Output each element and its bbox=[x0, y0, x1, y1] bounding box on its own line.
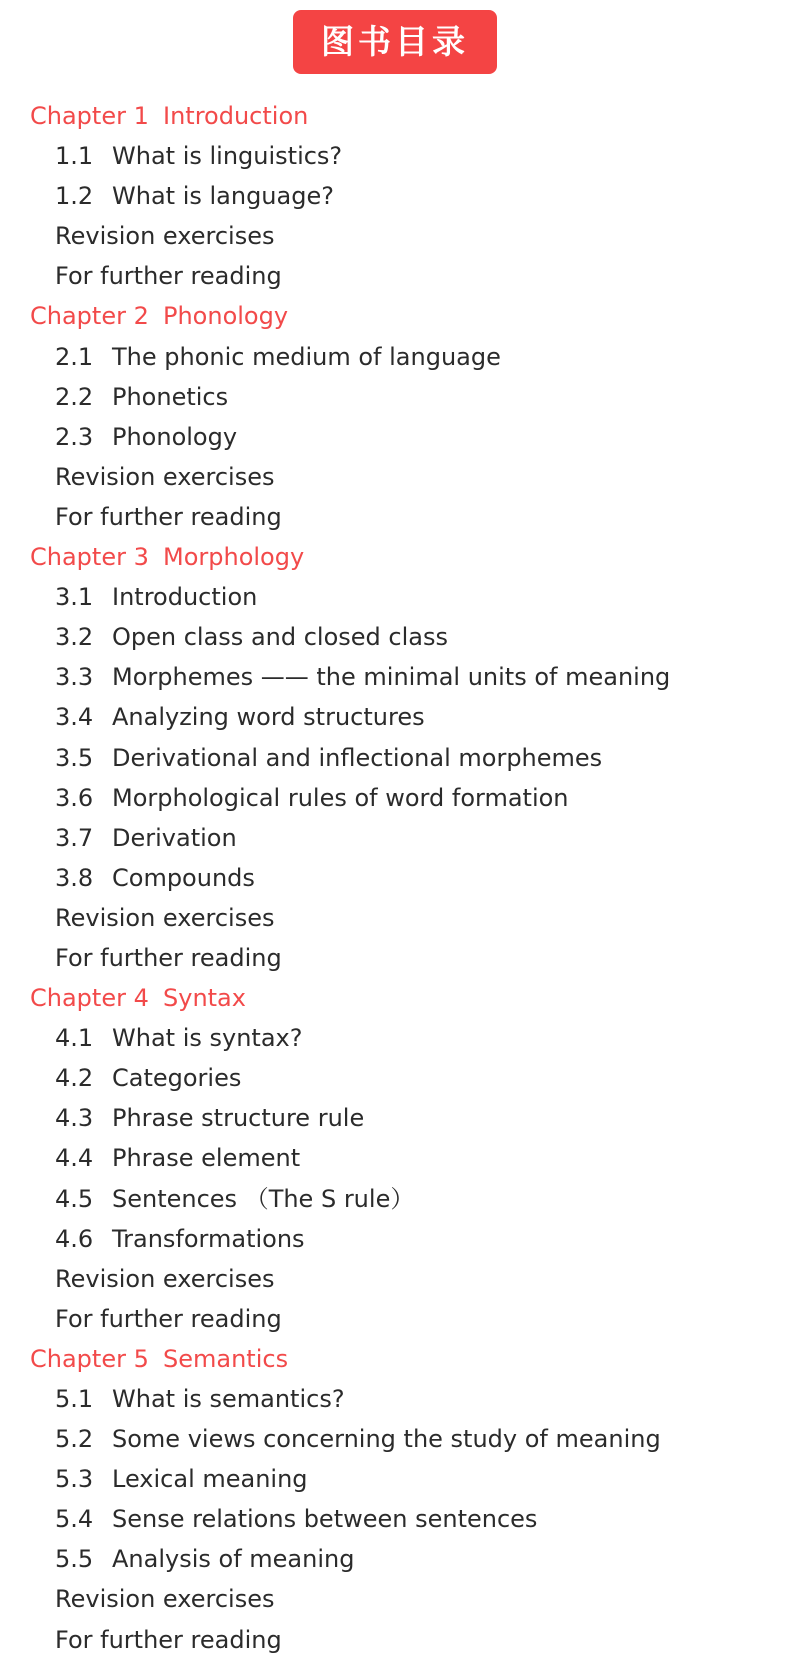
revision-exercises-item[interactable]: Revision exercises bbox=[55, 222, 275, 251]
section-number: 5.4 bbox=[55, 1505, 94, 1534]
section-number: 5.5 bbox=[55, 1545, 94, 1574]
header bbox=[0, 10, 790, 74]
chapter-number: Chapter 4 bbox=[30, 984, 149, 1013]
section-title: Open class and closed class bbox=[112, 623, 448, 652]
chapter-number: Chapter 5 bbox=[30, 1344, 149, 1373]
chapter-number: Chapter 1 bbox=[30, 102, 149, 130]
section-number: 1.1 bbox=[55, 142, 94, 171]
section-item[interactable] bbox=[0, 1179, 790, 1219]
section-title: Phonetics bbox=[112, 382, 229, 411]
section-title: Derivational and inflectional morphemes bbox=[112, 743, 603, 772]
section-title: Phrase element bbox=[112, 1144, 301, 1173]
toc-title-badge: 图书目录 bbox=[293, 10, 497, 74]
section-number: 4.3 bbox=[55, 1104, 94, 1133]
section-number: 5.3 bbox=[55, 1465, 94, 1494]
section-number: 2.2 bbox=[55, 382, 94, 411]
section-title: What is linguistics? bbox=[112, 142, 343, 171]
section-item[interactable] bbox=[0, 136, 790, 176]
section-item[interactable] bbox=[0, 1018, 790, 1058]
section-item[interactable] bbox=[0, 1058, 790, 1098]
further-reading-item[interactable]: For further reading bbox=[55, 1625, 282, 1654]
section-title: Analyzing word structures bbox=[112, 703, 425, 732]
section-item[interactable] bbox=[0, 697, 790, 737]
further-reading-item[interactable]: For further reading bbox=[55, 502, 282, 531]
section-item[interactable] bbox=[0, 1459, 790, 1499]
section-title: Lexical meaning bbox=[112, 1465, 308, 1494]
section-number: 5.1 bbox=[55, 1385, 94, 1413]
revision-exercises-item[interactable]: Revision exercises bbox=[55, 903, 275, 932]
chapter-title: Syntax bbox=[163, 984, 246, 1013]
section-number: 4.6 bbox=[55, 1224, 94, 1253]
section-title: Introduction bbox=[112, 583, 258, 612]
section-item[interactable] bbox=[0, 738, 790, 778]
section-item[interactable] bbox=[0, 1219, 790, 1259]
section-title: Some views concerning the study of meaning bbox=[112, 1425, 661, 1454]
table-of-contents bbox=[0, 96, 790, 1660]
section-item[interactable] bbox=[0, 657, 790, 697]
section-item[interactable] bbox=[0, 1098, 790, 1138]
section-number: 3.7 bbox=[55, 823, 94, 852]
section-number: 4.5 bbox=[55, 1184, 94, 1213]
section-number: 3.4 bbox=[55, 703, 94, 732]
chapter-title: Semantics bbox=[163, 1344, 289, 1373]
section-number: 4.4 bbox=[55, 1144, 94, 1173]
section-item[interactable] bbox=[0, 1499, 790, 1539]
further-reading-item[interactable]: For further reading bbox=[55, 943, 282, 972]
section-item[interactable] bbox=[0, 417, 790, 457]
section-item[interactable] bbox=[0, 1379, 790, 1419]
further-reading-item[interactable]: For further reading bbox=[55, 262, 282, 291]
chapter-heading[interactable] bbox=[0, 296, 790, 336]
section-title: Transformations bbox=[112, 1224, 305, 1253]
chapter-heading[interactable] bbox=[0, 537, 790, 577]
chapter-number: Chapter 2 bbox=[30, 302, 149, 331]
section-number: 4.2 bbox=[55, 1064, 94, 1093]
chapter-title: Phonology bbox=[163, 302, 289, 331]
section-number: 3.5 bbox=[55, 743, 94, 772]
section-number: 3.3 bbox=[55, 663, 94, 692]
revision-exercises-item[interactable]: Revision exercises bbox=[55, 1585, 275, 1614]
section-number: 3.2 bbox=[55, 623, 94, 652]
section-title: Sense relations between sentences bbox=[112, 1505, 538, 1534]
section-item[interactable] bbox=[0, 1138, 790, 1178]
section-title: What is semantics? bbox=[112, 1385, 345, 1413]
section-title: Phonology bbox=[112, 422, 238, 451]
section-item[interactable] bbox=[0, 577, 790, 617]
chapter-title: Morphology bbox=[163, 543, 305, 572]
section-title: Derivation bbox=[112, 823, 237, 852]
further-reading-item[interactable]: For further reading bbox=[55, 1304, 282, 1333]
section-item[interactable] bbox=[0, 337, 790, 377]
section-item[interactable] bbox=[0, 617, 790, 657]
section-number: 3.1 bbox=[55, 583, 94, 612]
chapter-number: Chapter 3 bbox=[30, 543, 149, 572]
section-title: Analysis of meaning bbox=[112, 1545, 355, 1574]
section-number: 4.1 bbox=[55, 1024, 94, 1053]
section-number: 3.6 bbox=[55, 783, 94, 812]
section-item[interactable] bbox=[0, 818, 790, 858]
revision-exercises-item[interactable]: Revision exercises bbox=[55, 462, 275, 491]
section-title: What is language? bbox=[112, 182, 334, 211]
section-item[interactable] bbox=[0, 1539, 790, 1579]
section-item[interactable] bbox=[0, 176, 790, 216]
section-number: 5.2 bbox=[55, 1425, 94, 1454]
section-title: Compounds bbox=[112, 863, 255, 892]
revision-exercises-item[interactable]: Revision exercises bbox=[55, 1264, 275, 1293]
section-title: The phonic medium of language bbox=[112, 342, 501, 371]
section-number: 2.1 bbox=[55, 342, 94, 371]
chapter-heading[interactable] bbox=[0, 978, 790, 1018]
section-item[interactable] bbox=[0, 858, 790, 898]
chapter-heading[interactable] bbox=[0, 1339, 790, 1379]
section-item[interactable] bbox=[0, 377, 790, 417]
section-title: Phrase structure rule bbox=[112, 1104, 365, 1133]
section-title: Morphemes —— the minimal units of meaning bbox=[112, 663, 671, 692]
section-title: Morphological rules of word formation bbox=[112, 783, 569, 812]
section-title: Categories bbox=[112, 1064, 242, 1093]
section-title: What is syntax? bbox=[112, 1024, 303, 1053]
section-number: 2.3 bbox=[55, 422, 94, 451]
section-item[interactable] bbox=[0, 1419, 790, 1459]
chapter-title: Introduction bbox=[163, 102, 309, 130]
section-title: Sentences （The S rule） bbox=[112, 1184, 415, 1213]
section-item[interactable] bbox=[0, 778, 790, 818]
section-number: 3.8 bbox=[55, 863, 94, 892]
chapter-heading[interactable] bbox=[0, 96, 790, 136]
section-number: 1.2 bbox=[55, 182, 94, 211]
